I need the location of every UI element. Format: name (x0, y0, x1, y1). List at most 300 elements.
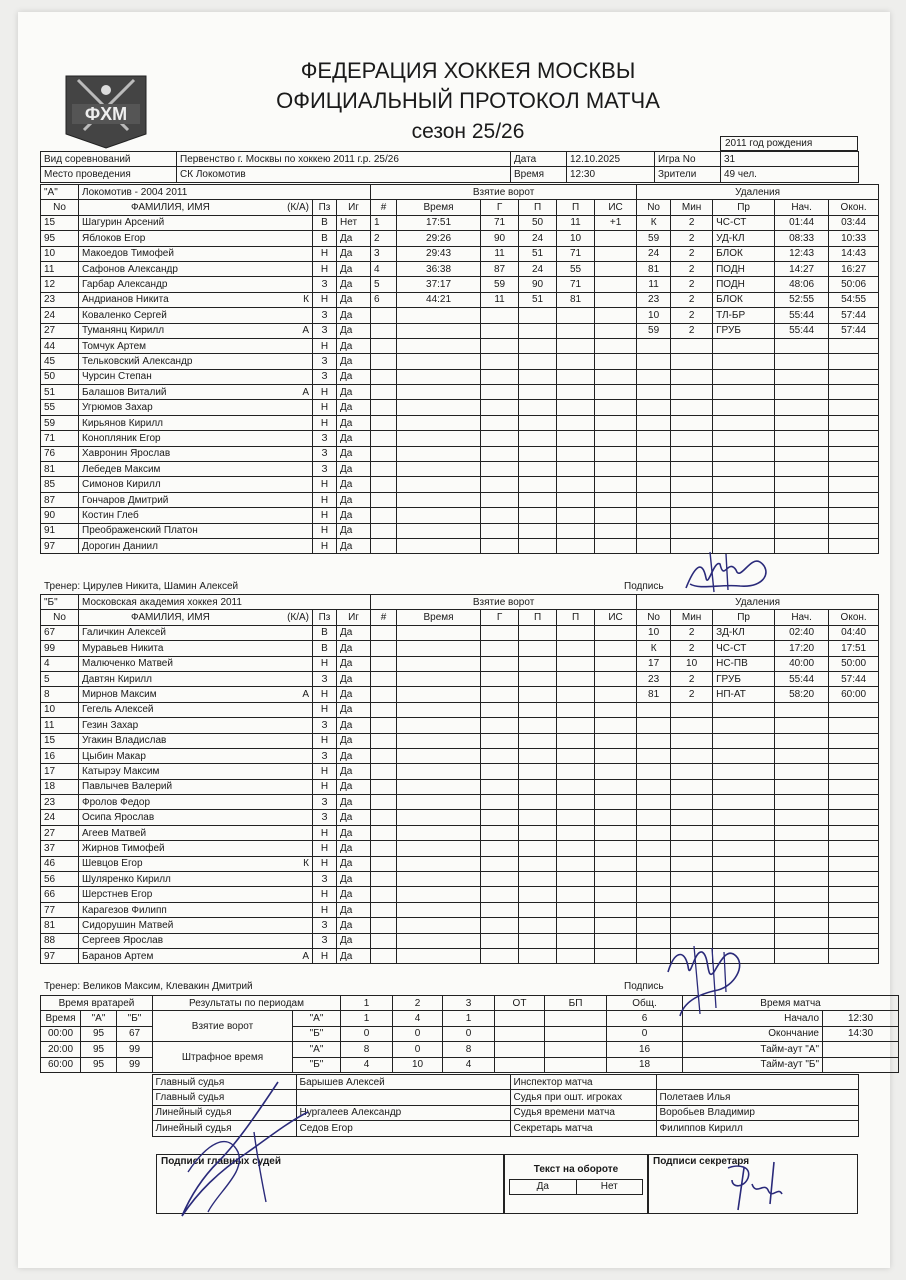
penalty-cell (829, 764, 879, 779)
line-ref-label: Линейный судья (152, 1121, 296, 1136)
player-position: Н (313, 292, 337, 307)
player-number: 44 (41, 338, 79, 353)
penalty-cell (713, 902, 775, 917)
player-position: З (313, 308, 337, 323)
player-name (79, 369, 313, 384)
penalty-cell (775, 918, 829, 933)
goal-cell (397, 795, 481, 810)
penalty-cell (775, 779, 829, 794)
reverse-label: Текст на обороте (533, 1164, 619, 1175)
gk-title: Время вратарей (41, 996, 153, 1011)
player-name (79, 292, 313, 307)
player-number: 15 (41, 215, 79, 230)
player-played: Да (337, 887, 371, 902)
goal-cell (519, 748, 557, 763)
penalty-cell: 17:20 (775, 641, 829, 656)
penalty-cell (775, 538, 829, 553)
player-name (79, 261, 313, 276)
penalty-cell: 03:44 (829, 215, 879, 230)
player-number: 95 (41, 231, 79, 246)
penalty-cell (775, 887, 829, 902)
col-header-start: Нач. (775, 610, 829, 625)
goal-cell: 71 (557, 246, 595, 261)
goals-team-b: "Б" (293, 1026, 341, 1041)
player-played: Да (337, 656, 371, 671)
match-time-title: Время матча (683, 996, 899, 1011)
player-position: З (313, 369, 337, 384)
protocol-sheet (18, 12, 890, 1268)
team-b-signature-label: Подпись (624, 981, 664, 992)
penalty-cell: К (637, 215, 671, 230)
player-name (79, 748, 313, 763)
player-number: 45 (41, 354, 79, 369)
goal-cell (371, 764, 397, 779)
penalty-cell (637, 431, 671, 446)
penalty-cell (775, 446, 829, 461)
col-header-end: Окон. (829, 610, 879, 625)
penalty-cell (829, 872, 879, 887)
pen-cell: 4 (443, 1057, 495, 1072)
player-name-text: Давтян Кирилл (82, 673, 152, 685)
player-name (79, 887, 313, 902)
goal-cell (595, 748, 637, 763)
col-header-played: Иг (337, 200, 371, 215)
goal-cell (595, 810, 637, 825)
player-position: Н (313, 764, 337, 779)
goal-cell (371, 323, 397, 338)
player-name-text: Балашов Виталий (82, 386, 167, 398)
player-number: 50 (41, 369, 79, 384)
player-played: Да (337, 523, 371, 538)
penalty-judge-name: Полетаев Илья (656, 1090, 858, 1105)
penalty-cell (775, 431, 829, 446)
player-name (79, 492, 313, 507)
timeout-a-value (823, 1042, 899, 1057)
player-name-text: Угрюмов Захар (82, 402, 153, 414)
goal-cell (557, 902, 595, 917)
penalty-cell (671, 810, 713, 825)
player-played: Да (337, 354, 371, 369)
player-row (41, 856, 879, 871)
penalty-cell: ГРУБ (713, 323, 775, 338)
goal-cell (371, 748, 397, 763)
penalty-cell (637, 400, 671, 415)
shootout-header: БП (545, 996, 607, 1011)
player-number: 67 (41, 625, 79, 640)
player-name-text: Кирьянов Кирилл (82, 417, 164, 429)
player-position: Н (313, 338, 337, 353)
goal-cell (595, 687, 637, 702)
goal-cell (519, 810, 557, 825)
goal-cell (481, 748, 519, 763)
period-3-header: 3 (443, 996, 495, 1011)
penalty-cell: 50:00 (829, 656, 879, 671)
player-name (79, 431, 313, 446)
player-position: Н (313, 246, 337, 261)
goal-cell (595, 523, 637, 538)
penalty-cell: 23 (637, 671, 671, 686)
goal-cell (481, 354, 519, 369)
player-played: Да (337, 369, 371, 384)
penalty-cell (829, 795, 879, 810)
goal-cell (481, 933, 519, 948)
goal-cell (397, 902, 481, 917)
penalty-cell: 08:33 (775, 231, 829, 246)
player-position: Н (313, 948, 337, 963)
player-name-text: Агеев Матвей (82, 827, 147, 839)
player-played: Да (337, 246, 371, 261)
player-number: 99 (41, 641, 79, 656)
penalty-cell (829, 902, 879, 917)
goal-cell (595, 933, 637, 948)
penalty-cell (829, 856, 879, 871)
goal-cell (481, 779, 519, 794)
player-played: Да (337, 277, 371, 292)
pen-cell (545, 1042, 607, 1057)
player-number: 18 (41, 779, 79, 794)
goal-cell (557, 431, 595, 446)
player-played: Нет (337, 215, 371, 230)
penalty-cell: 50:06 (829, 277, 879, 292)
player-name-text: Тельковский Александр (82, 355, 193, 367)
col-header-ka: (К/А) (287, 202, 309, 214)
player-row (41, 687, 879, 702)
goal-cell (595, 446, 637, 461)
player-played: Да (337, 477, 371, 492)
penalty-cell: 17:51 (829, 641, 879, 656)
penalty-cell: 11 (637, 277, 671, 292)
penalty-cell: 23 (637, 292, 671, 307)
pen-cell: 4 (341, 1057, 393, 1072)
player-number: 90 (41, 508, 79, 523)
goal-cell (481, 872, 519, 887)
player-row (41, 385, 879, 400)
goal-cell (595, 948, 637, 963)
competition-value: Первенство г. Москвы по хоккею 2011 г.р. 25/26 (177, 152, 511, 167)
player-row (41, 354, 879, 369)
col-header-end: Окон. (829, 200, 879, 215)
score-cell: 0 (443, 1026, 495, 1041)
pen-summary-label: Штрафное время (153, 1042, 293, 1073)
player-row (41, 323, 879, 338)
player-name-text: Шевцов Егор (82, 858, 143, 870)
player-row (41, 872, 879, 887)
periods-title: Результаты по периодам (153, 996, 341, 1011)
game-value: 31 (721, 152, 859, 167)
pen-total: 18 (607, 1057, 683, 1072)
penalty-cell (829, 354, 879, 369)
penalty-cell: 60:00 (829, 687, 879, 702)
player-position: В (313, 625, 337, 640)
penalty-cell (829, 369, 879, 384)
goal-cell (397, 477, 481, 492)
goal-cell (371, 462, 397, 477)
penalty-cell: ТЛ-БР (713, 308, 775, 323)
goal-cell (519, 538, 557, 553)
penalty-cell: 2 (671, 292, 713, 307)
main-ref-label: Главный судья (152, 1090, 296, 1105)
player-name (79, 246, 313, 261)
penalty-cell (775, 748, 829, 763)
pen-cell: 10 (393, 1057, 443, 1072)
goal-cell (519, 779, 557, 794)
player-played: Да (337, 933, 371, 948)
player-number: 27 (41, 825, 79, 840)
goal-cell (481, 369, 519, 384)
player-played: Да (337, 462, 371, 477)
goal-cell (397, 764, 481, 779)
fhm-logo (58, 70, 154, 150)
goal-cell (371, 400, 397, 415)
goal-cell (481, 687, 519, 702)
player-name (79, 779, 313, 794)
goal-cell (595, 261, 637, 276)
goal-cell (595, 492, 637, 507)
goal-cell (519, 415, 557, 430)
player-number: 55 (41, 400, 79, 415)
player-position: Н (313, 887, 337, 902)
penalty-cell: 55:44 (775, 308, 829, 323)
goal-cell (481, 702, 519, 717)
time-label: Время (511, 167, 567, 182)
player-played: Да (337, 431, 371, 446)
player-row (41, 369, 879, 384)
goal-cell (481, 462, 519, 477)
penalty-cell (775, 477, 829, 492)
penalty-cell: 2 (671, 277, 713, 292)
goal-cell (371, 354, 397, 369)
goal-cell (557, 825, 595, 840)
penalty-cell (671, 702, 713, 717)
goal-cell (519, 872, 557, 887)
player-played: Да (337, 625, 371, 640)
col-header-num: # (371, 200, 397, 215)
player-row (41, 215, 879, 230)
goal-cell: 29:26 (397, 231, 481, 246)
col-header-ka: (К/А) (287, 612, 309, 624)
penalty-cell (713, 369, 775, 384)
goal-cell (557, 718, 595, 733)
player-number: 77 (41, 902, 79, 917)
col-header-p2: П (557, 200, 595, 215)
player-name (79, 841, 313, 856)
goal-cell: 24 (519, 261, 557, 276)
penalty-cell (713, 400, 775, 415)
goal-cell (557, 948, 595, 963)
player-played: Да (337, 508, 371, 523)
goal-cell (481, 841, 519, 856)
penalty-cell (671, 446, 713, 461)
penalty-cell (775, 933, 829, 948)
goal-cell (519, 733, 557, 748)
player-number: 46 (41, 856, 79, 871)
line-ref-2: Седов Егор (296, 1121, 510, 1136)
goal-cell (371, 308, 397, 323)
goal-cell (557, 748, 595, 763)
timeout-a-label: Тайм-аут "А" (683, 1042, 823, 1057)
penalty-cell (671, 733, 713, 748)
penalty-cell (671, 385, 713, 400)
goal-cell (519, 492, 557, 507)
player-name-text: Дорогин Даниил (82, 540, 158, 552)
line-ref-1: Нургалеев Александр (296, 1105, 510, 1120)
player-name (79, 795, 313, 810)
col-header-min: Мин (671, 610, 713, 625)
col-header-gtime: Время (397, 610, 481, 625)
player-name (79, 446, 313, 461)
player-number: 59 (41, 415, 79, 430)
goal-cell (595, 538, 637, 553)
goals-title: Взятие ворот (371, 595, 637, 610)
goal-cell (519, 641, 557, 656)
player-role: А (302, 689, 309, 701)
penalty-cell (713, 795, 775, 810)
penalty-cell: 2 (671, 687, 713, 702)
goal-cell (557, 308, 595, 323)
penalty-cell: НС-ПВ (713, 656, 775, 671)
goal-cell (481, 508, 519, 523)
goal-cell (397, 625, 481, 640)
player-name-text: Гегель Алексей (82, 704, 154, 716)
penalty-cell: ЧС-СТ (713, 215, 775, 230)
goal-cell (595, 733, 637, 748)
player-name-text: Яблоков Егор (82, 232, 146, 244)
player-number: 97 (41, 948, 79, 963)
player-position: З (313, 918, 337, 933)
penalty-cell (671, 779, 713, 794)
player-row (41, 292, 879, 307)
penalty-cell (713, 702, 775, 717)
player-name-text: Жирнов Тимофей (82, 842, 165, 854)
goal-cell (557, 779, 595, 794)
penalty-cell: БЛОК (713, 292, 775, 307)
player-played: Да (337, 231, 371, 246)
goal-cell: 59 (481, 277, 519, 292)
goal-cell (519, 764, 557, 779)
penalty-cell (829, 431, 879, 446)
goal-cell (371, 687, 397, 702)
goal-cell (481, 385, 519, 400)
player-row (41, 733, 879, 748)
col-header-p1: П (519, 610, 557, 625)
goal-cell: 37:17 (397, 277, 481, 292)
gk-b-header: "Б" (117, 1011, 153, 1026)
penalty-cell: УД-КЛ (713, 231, 775, 246)
player-name-text: Гарбар Александр (82, 279, 168, 291)
gk-cell: 99 (117, 1042, 153, 1057)
player-position: З (313, 872, 337, 887)
goal-cell: 90 (481, 231, 519, 246)
goal-cell: 1 (371, 215, 397, 230)
player-position: Н (313, 856, 337, 871)
player-name (79, 933, 313, 948)
main-ref-1: Барышев Алексей (296, 1075, 510, 1090)
penalty-cell (829, 523, 879, 538)
player-position: Н (313, 477, 337, 492)
player-row (41, 810, 879, 825)
player-name (79, 718, 313, 733)
goal-cell (481, 431, 519, 446)
inspector-label: Инспектор матча (510, 1075, 656, 1090)
player-position: Н (313, 841, 337, 856)
penalty-cell (829, 933, 879, 948)
goal-cell (371, 477, 397, 492)
col-header-played: Иг (337, 610, 371, 625)
goal-cell (519, 338, 557, 353)
goal-cell (481, 671, 519, 686)
goal-cell (595, 323, 637, 338)
player-position: В (313, 231, 337, 246)
goal-cell (557, 918, 595, 933)
competition-label: Вид соревнований (41, 152, 177, 167)
reverse-box (504, 1154, 648, 1214)
penalty-cell: 55:44 (775, 323, 829, 338)
penalty-cell (775, 825, 829, 840)
player-name-text: Симонов Кирилл (82, 479, 161, 491)
penalty-cell (637, 748, 671, 763)
col-header-reason: Пр (713, 200, 775, 215)
score-cell (495, 1026, 545, 1041)
player-played: Да (337, 338, 371, 353)
penalty-cell (775, 492, 829, 507)
total-header: Общ. (607, 996, 683, 1011)
end-value: 14:30 (823, 1026, 899, 1041)
player-name (79, 810, 313, 825)
penalty-cell (713, 733, 775, 748)
goal-cell (557, 887, 595, 902)
penalty-cell (671, 338, 713, 353)
player-name-text: Угакин Владислав (82, 735, 167, 747)
goal-cell (557, 523, 595, 538)
player-played: Да (337, 902, 371, 917)
pen-team-a: "А" (293, 1042, 341, 1057)
goal-cell (371, 856, 397, 871)
player-position: Н (313, 400, 337, 415)
gk-a-header: "А" (81, 1011, 117, 1026)
player-position: З (313, 277, 337, 292)
goal-cell (397, 446, 481, 461)
penalty-cell (829, 477, 879, 492)
goal-cell (557, 446, 595, 461)
game-label: Игра No (655, 152, 721, 167)
score-cell: 0 (393, 1026, 443, 1041)
penalties-title: Удаления (637, 185, 879, 200)
player-name (79, 948, 313, 963)
goal-cell (519, 718, 557, 733)
penalty-cell (775, 354, 829, 369)
penalty-cell: 17 (637, 656, 671, 671)
player-name (79, 902, 313, 917)
col-header-p2: П (557, 610, 595, 625)
col-header-pos: Пз (313, 200, 337, 215)
score-cell (495, 1011, 545, 1026)
goal-cell (595, 718, 637, 733)
venue-label: Место проведения (41, 167, 177, 182)
penalty-cell: К (637, 641, 671, 656)
date-value: 12.10.2025 (567, 152, 655, 167)
player-position: Н (313, 261, 337, 276)
player-number: 24 (41, 810, 79, 825)
penalty-cell: 2 (671, 308, 713, 323)
goals-team-a: "А" (293, 1011, 341, 1026)
goal-cell (595, 508, 637, 523)
penalty-cell (713, 810, 775, 825)
pen-cell (495, 1057, 545, 1072)
goal-cell (595, 779, 637, 794)
player-number: 76 (41, 446, 79, 461)
player-row (41, 671, 879, 686)
player-position: З (313, 795, 337, 810)
